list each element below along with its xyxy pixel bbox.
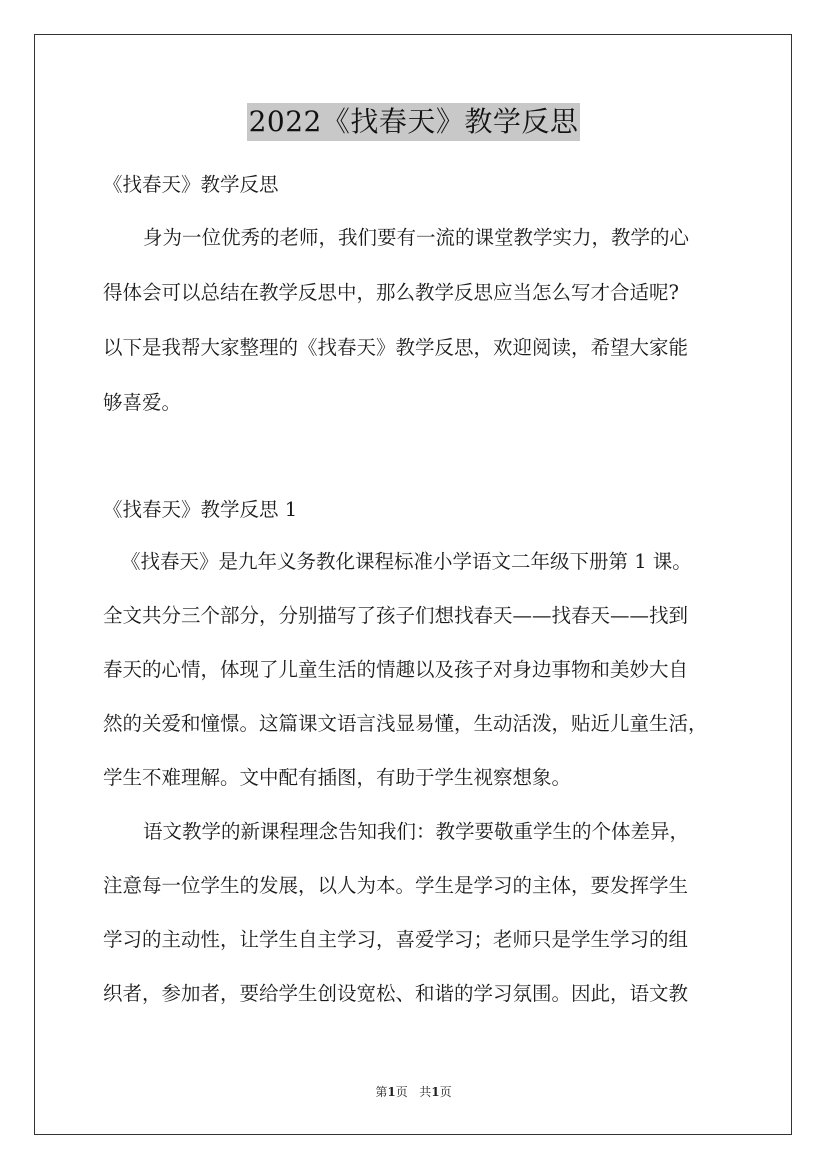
document-title-container <box>0 103 827 141</box>
document-title: 2022《找春天》教学反思 <box>247 103 581 141</box>
paragraph-line: 学生不难理解。文中配有插图，有助于学生视察想象。 <box>103 766 572 789</box>
page-suffix: 页 <box>395 1085 408 1099</box>
paragraph-line: 然的关爱和憧憬。这篇课文语言浅显易懂，生动活泼，贴近儿童生活， <box>103 712 708 735</box>
paragraph-line: 注意每一位学生的发展，以人为本。学生是学习的主体，要发挥学生 <box>103 874 689 897</box>
section-heading: 《找春天》教学反思 <box>103 173 279 196</box>
document-body <box>103 172 743 1007</box>
section-heading: 《找春天》教学反思 1 <box>103 498 298 521</box>
total-suffix: 页 <box>439 1085 452 1099</box>
paragraph-line: 学习的主动性，让学生自主学习，喜爱学习；老师只是学生学习的组 <box>103 928 689 951</box>
paragraph-line: 春天的心情，体现了儿童生活的情趣以及孩子对身边事物和美妙大自 <box>103 658 689 681</box>
page-prefix: 第 <box>375 1085 388 1099</box>
total-prefix: 共 <box>419 1085 432 1099</box>
page-footer <box>0 1084 827 1100</box>
paragraph-line: 织者，参加者，要给学生创设宽松、和谐的学习氛围。因此，语文教 <box>103 982 689 1005</box>
paragraph-line: 《找春天》是九年义务教化课程标准小学语文二年级下册第 1 课。 <box>121 550 692 573</box>
paragraph-line: 语文教学的新课程理念告知我们：教学要敬重学生的个体差异， <box>143 820 690 843</box>
paragraph-line: 身为一位优秀的老师，我们要有一流的课堂教学实力，教学的心 <box>143 226 690 249</box>
paragraph-line: 得体会可以总结在教学反思中，那么教学反思应当怎么写才合适呢? <box>103 281 679 304</box>
page-number: 1 <box>387 1085 396 1099</box>
paragraph-line: 全文共分三个部分，分别描写了孩子们想找春天——找春天——找到 <box>103 604 689 627</box>
total-pages: 1 <box>431 1085 440 1099</box>
paragraph-line: 以下是我帮大家整理的《找春天》教学反思，欢迎阅读，希望大家能 <box>103 336 689 359</box>
paragraph-line: 够喜爱。 <box>103 391 182 414</box>
